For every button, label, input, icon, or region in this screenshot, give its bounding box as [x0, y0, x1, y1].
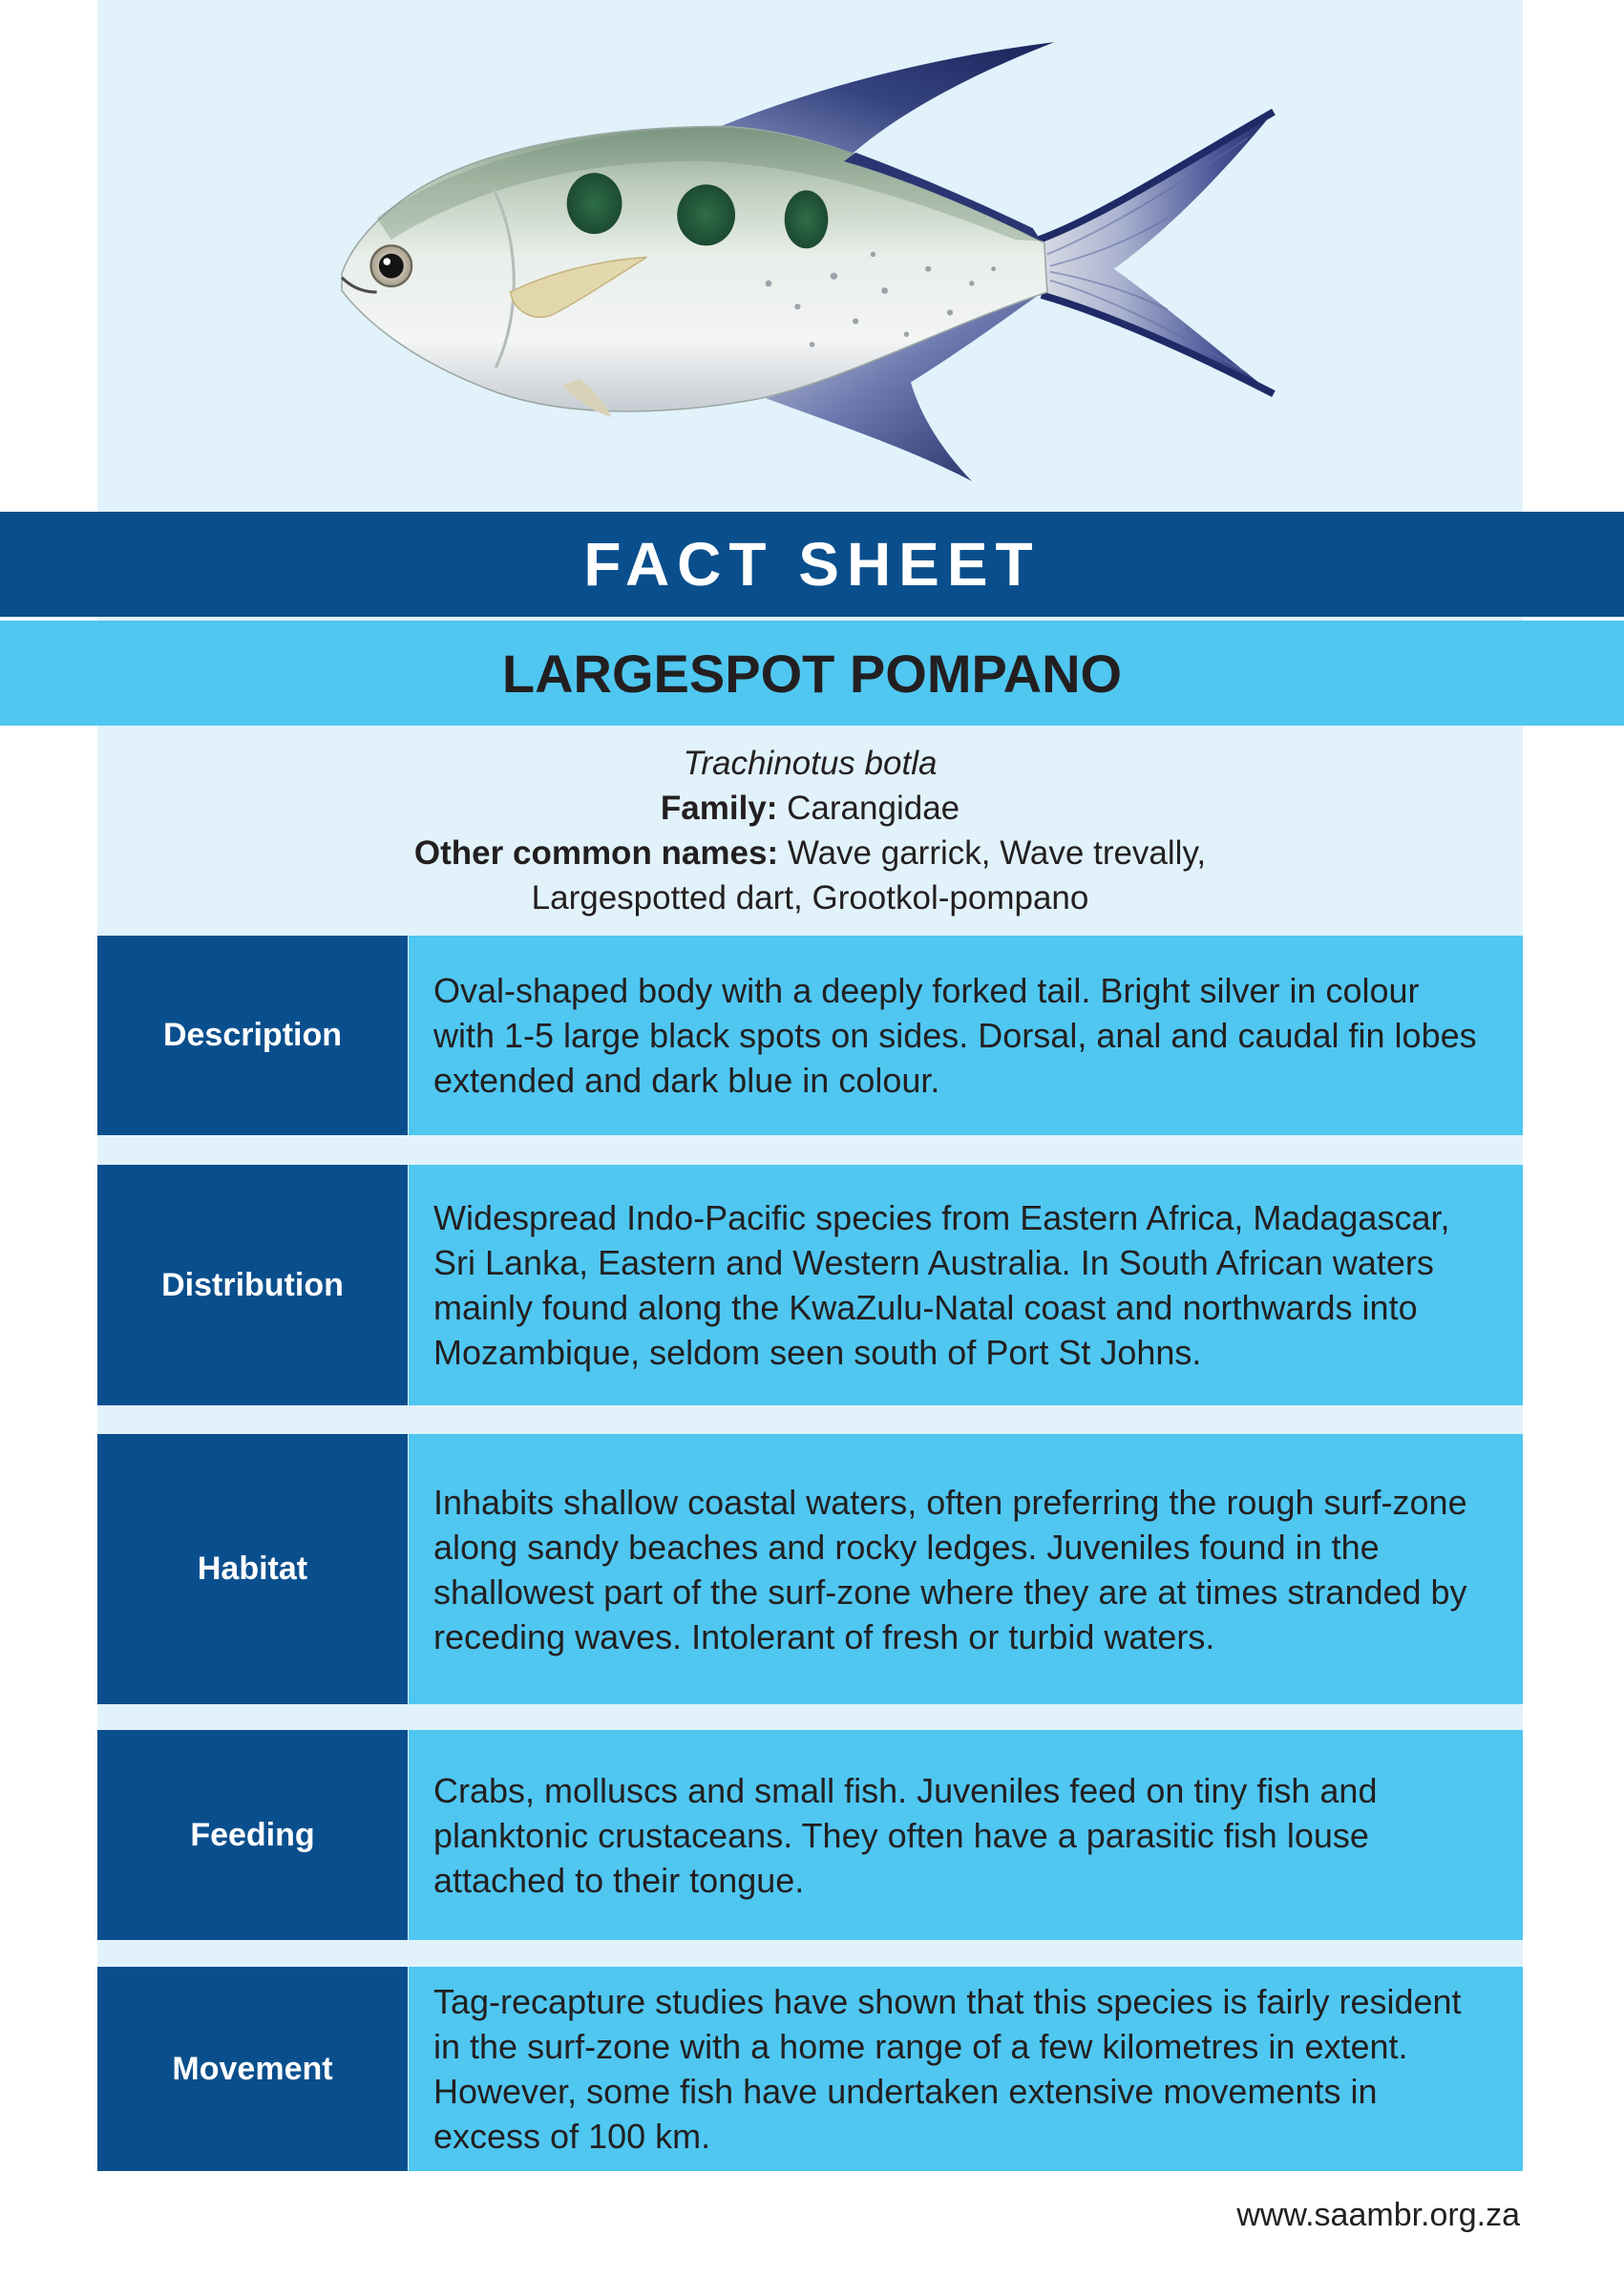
section-text-line: attached to their tongue.	[433, 1860, 805, 1900]
fact-sheet-title: FACT SHEET	[583, 530, 1041, 599]
other-names-line	[97, 831, 1523, 875]
eye-highlight	[383, 258, 390, 265]
body-spot	[677, 184, 735, 245]
section-content	[409, 1730, 1523, 1940]
species-banner	[0, 621, 1624, 726]
section-movement	[97, 1967, 1523, 2171]
section-label: Feeding	[97, 1730, 408, 1940]
section-text-line: Tag-recapture studies have shown that this species is fairly resident	[433, 1982, 1462, 2021]
fish-illustration	[333, 36, 1276, 487]
section-description	[97, 936, 1523, 1135]
family-value: Carangidae	[787, 790, 960, 827]
section-text-line: Mozambique, seldom seen south of Port St Johns.	[433, 1333, 1202, 1372]
section-text-line: shallowest part of the surf-zone where they are at times stranded by	[433, 1571, 1467, 1612]
section-content	[409, 1165, 1523, 1405]
section-text-line: Widespread Indo-Pacific species from Eastern Africa, Madagascar,	[433, 1198, 1450, 1237]
section-habitat	[97, 1434, 1523, 1704]
body-spot	[785, 190, 829, 248]
section-content	[409, 936, 1523, 1135]
section-text-line: mainly found along the KwaZulu-Natal coast and northwards into	[433, 1288, 1418, 1327]
section-text-line: Sri Lanka, Eastern and Western Australia. In South African waters	[433, 1243, 1434, 1282]
other-names-label: Other common names:	[413, 834, 779, 872]
section-label: Movement	[97, 1967, 408, 2171]
species-name: LARGESPOT POMPANO	[501, 643, 1123, 704]
section-text-line: extended and dark blue in colour.	[433, 1061, 940, 1100]
section-distribution	[97, 1165, 1523, 1405]
pupil	[379, 254, 404, 279]
section-text-line: with 1-5 large black spots on sides. Dorsal, anal and caudal fin lobes	[433, 1016, 1477, 1055]
family-label: Family:	[660, 790, 778, 827]
section-text-line: excess of 100 km.	[433, 2117, 711, 2156]
section-text-line: in the surf-zone with a home range of a few kilometres in extent.	[433, 2027, 1408, 2066]
section-text-line: Inhabits shallow coastal waters, often preferring the rough surf-zone	[433, 1482, 1467, 1522]
fact-sheet-banner	[0, 512, 1624, 617]
section-feeding	[97, 1730, 1523, 1940]
section-text-line: Crabs, molluscs and small fish. Juveniles feed on tiny fish and	[433, 1770, 1378, 1810]
section-label: Habitat	[97, 1434, 408, 1704]
family-line	[97, 786, 1523, 831]
section-text-line: receding waves. Intolerant of fresh or turbid waters.	[433, 1616, 1215, 1656]
fish-body	[342, 126, 1047, 411]
section-content	[409, 1967, 1523, 2171]
scientific-name: Trachinotus botla	[683, 745, 938, 782]
section-content	[409, 1434, 1523, 1704]
species-info	[97, 741, 1523, 920]
body-spot	[567, 173, 622, 234]
section-label: Description	[97, 936, 408, 1135]
tail-fin	[1039, 112, 1274, 393]
website-url: www.saambr.org.za	[1236, 2197, 1520, 2233]
other-names-continued: Largespotted dart, Grootkol-pompano	[531, 879, 1089, 917]
section-text-line: However, some fish have undertaken extensive movements in	[433, 2072, 1378, 2111]
section-text-line: Oval-shaped body with a deeply forked tail. Bright silver in colour	[433, 971, 1420, 1010]
section-text-line: along sandy beaches and rocky ledges. Juveniles found in the	[433, 1527, 1380, 1567]
section-text-line: planktonic crustaceans. They often have a parasitic fish louse	[433, 1815, 1369, 1855]
other-names-value: Wave garrick, Wave trevally,	[787, 834, 1207, 872]
section-label: Distribution	[97, 1165, 408, 1405]
